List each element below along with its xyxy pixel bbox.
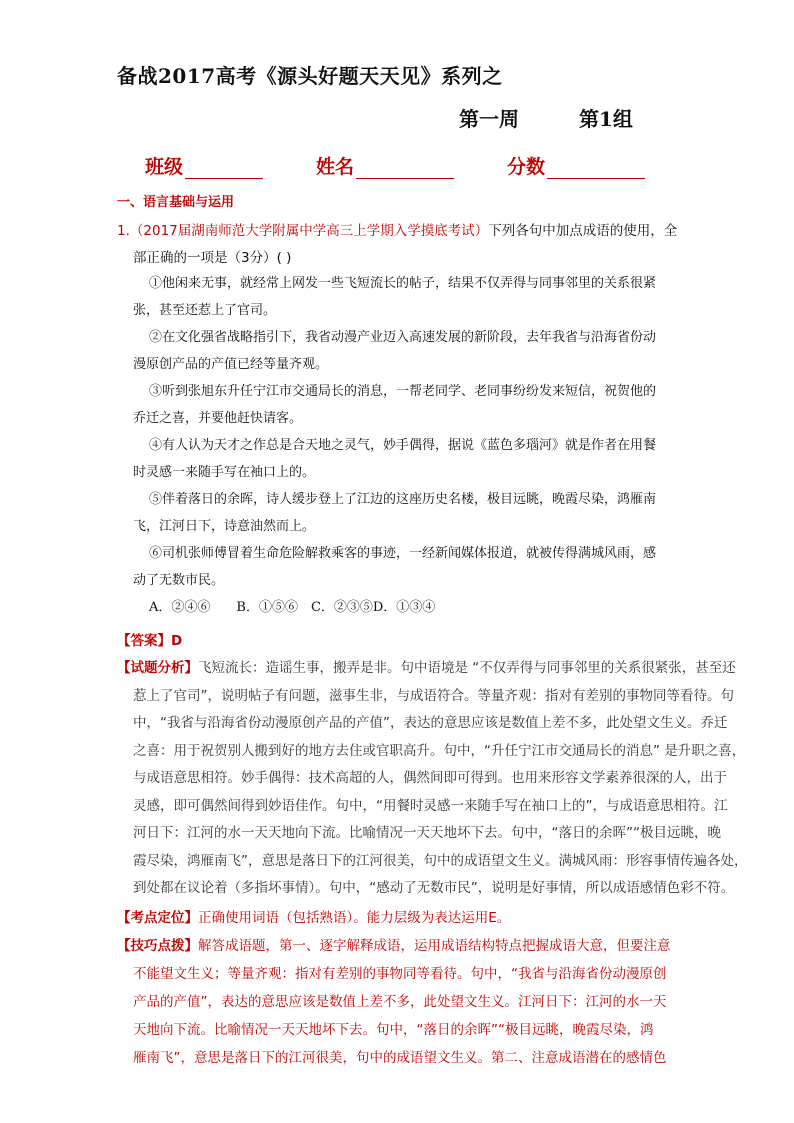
analysis-line-9: 到处都在议论着（多指坏事情）。句中，“感动了无数市民”，说明是好事情，所以成语感情色彩不符。 (133, 880, 735, 896)
item-5-line2: 飞，江河日下，诗意油然而上。 (133, 519, 316, 534)
group-label: 第1组 (578, 107, 633, 131)
question-stem-part1: 下列各句中加点成语的使用，全 (488, 223, 678, 239)
analysis-label: 【试题分析】 (117, 660, 198, 676)
class-field[interactable] (145, 152, 263, 179)
analysis-line-6: 灵感，即可偶然间得到妙语佳作。句中，“用餐时灵感一来随手写在袖口上的”，与成语意思相符。江 (133, 797, 728, 814)
score-label: 分数 (507, 156, 546, 178)
question-source: （2017届湖南师范大学附属中学高三上学期入学摸底考试） (129, 223, 489, 239)
name-label: 姓名 (316, 156, 355, 178)
answer-value: D (171, 633, 183, 649)
jiqiao-line-3: 产品的产值”，表达的意思应该是数值上差不多，此处望文生义。江河日下：江河的水一天 (133, 994, 667, 1010)
kaodian-label: 【考点定位】 (117, 910, 198, 926)
answer-options: A．②④⑥ B．①⑤⑥ C．②③⑤D．①③④ (149, 600, 436, 615)
page-title: 备战2017高考《源头好题天天见》系列之 (117, 64, 503, 88)
item-5 (133, 486, 656, 540)
item-1 (133, 270, 656, 324)
section-heading: 一、语言基础与运用 (117, 195, 235, 210)
question-stem (117, 218, 677, 245)
analysis-line-3: 中，“我省与沿海省份动漫原创产品的产值”，表达的意思应该是数值上差不多，此处望文生义。乔迁 (133, 715, 728, 731)
item-2-line2: 漫原创产品的产值已经等量齐观。 (133, 357, 329, 372)
item-1-line2: 张，甚至还惹上了官司。 (133, 303, 277, 318)
answer-label: 【答案】 (117, 633, 171, 649)
jiqiao-label: 【技巧点拨】 (117, 938, 198, 954)
class-label: 班级 (145, 156, 184, 178)
jiqiao-line-4: 天地向下流。比喻情况一天天地坏下去。句中，“落日的余晖”“极目远眺，晚霞尽染，鸿 (133, 1022, 654, 1038)
item-3 (133, 378, 656, 432)
item-4-line2: 时灵感一来随手写在袖口上的。 (133, 465, 316, 480)
analysis-line-2: 惹上了官司”，说明帖子有问题，滋事生非，与成语符合。等量齐观：指对有差别的事物同等看待。句 (133, 687, 734, 704)
analysis-line-8: 霞尽染，鸿雁南飞”，意思是落日下的江河很美，句中的成语望文生义。满城风雨：形容事情传遍各处， (133, 852, 748, 869)
question-items (133, 270, 656, 621)
kaodian-text: 正确使用词语（包括熟语）。能力层级为表达运用E。 (198, 910, 511, 926)
score-blank[interactable] (547, 158, 645, 179)
analysis-block (117, 655, 757, 903)
class-blank[interactable] (185, 158, 263, 179)
jiqiao-line-1: 解答成语题，第一、逐字解释成语，运用成语结构特点把握成语大意，但要注意 (198, 938, 671, 954)
question-stem-line2: 部正确的一项是（3分）( ) (133, 250, 292, 266)
name-field[interactable] (316, 152, 454, 179)
item-2 (133, 324, 656, 378)
item-4 (133, 432, 656, 486)
jiqiao-line-2: 不能望文生义；等量齐观：指对有差别的事物同等看待。句中，“我省与沿海省份动漫原创 (133, 966, 667, 982)
week-label: 第一周 (459, 107, 519, 131)
kaodian-line (117, 905, 510, 932)
jiqiao-block (117, 932, 671, 1072)
answer-line (117, 628, 182, 655)
item-1-line1: ①他闲来无事，就经常上网发一些飞短流长的帖子，结果不仅弄得与同事邻里的关系很紧 (149, 276, 657, 291)
name-blank[interactable] (356, 158, 454, 179)
item-2-line1: ②在文化强省战略指引下，我省动漫产业迈入高速发展的新阶段，去年我省与沿海省份动 (149, 330, 657, 345)
analysis-line-4: 之喜：用于祝贺别人搬到好的地方去住或官职高升。句中，“升任宁江市交通局长的消息” 是升职之喜， (133, 742, 746, 759)
analysis-line-7: 河日下：江河的水一天天地向下流。比喻情况一天天地坏下去。句中，“落日的余晖”“极目远眺，晚 (133, 825, 721, 841)
item-5-line1: ⑤伴着落日的余晖，诗人缓步登上了江边的这座历史名楼，极目远眺，晚霞尽染，鸿雁南 (149, 492, 657, 507)
item-3-line1: ③听到张旭东升任宁江市交通局长的消息，一帮老同学、老同事纷纷发来短信，祝贺他的 (149, 384, 657, 399)
analysis-line-5: 与成语意思相符。妙手偶得：技术高超的人，偶然间即可得到。也用来形容文学素养很深的人，出于 (133, 770, 727, 786)
item-4-line1: ④有人认为天才之作总是合天地之灵气，妙手偶得，据说《蓝色多瑙河》就是作者在用餐 (149, 438, 657, 453)
item-6-line1: ⑥司机张师傅冒着生命危险解救乘客的事迹，一经新闻媒体报道，就被传得满城风雨，感 (149, 546, 657, 561)
item-6-line2: 动了无数市民。 (133, 573, 225, 588)
week-group-heading (459, 103, 633, 132)
item-6 (133, 540, 656, 594)
item-3-line2: 乔迁之喜，并要他赶快请客。 (133, 411, 303, 426)
jiqiao-line-5: 雁南飞”，意思是落日下的江河很美，句中的成语望文生义。第二、注意成语潜在的感情色 (133, 1050, 667, 1066)
analysis-line-1: 飞短流长：造谣生事，搬弄是非。句中语境是 “不仅弄得与同事邻里的关系很紧张，甚至还 (198, 660, 736, 676)
score-field[interactable] (507, 152, 645, 179)
question-number: 1. (117, 223, 130, 239)
